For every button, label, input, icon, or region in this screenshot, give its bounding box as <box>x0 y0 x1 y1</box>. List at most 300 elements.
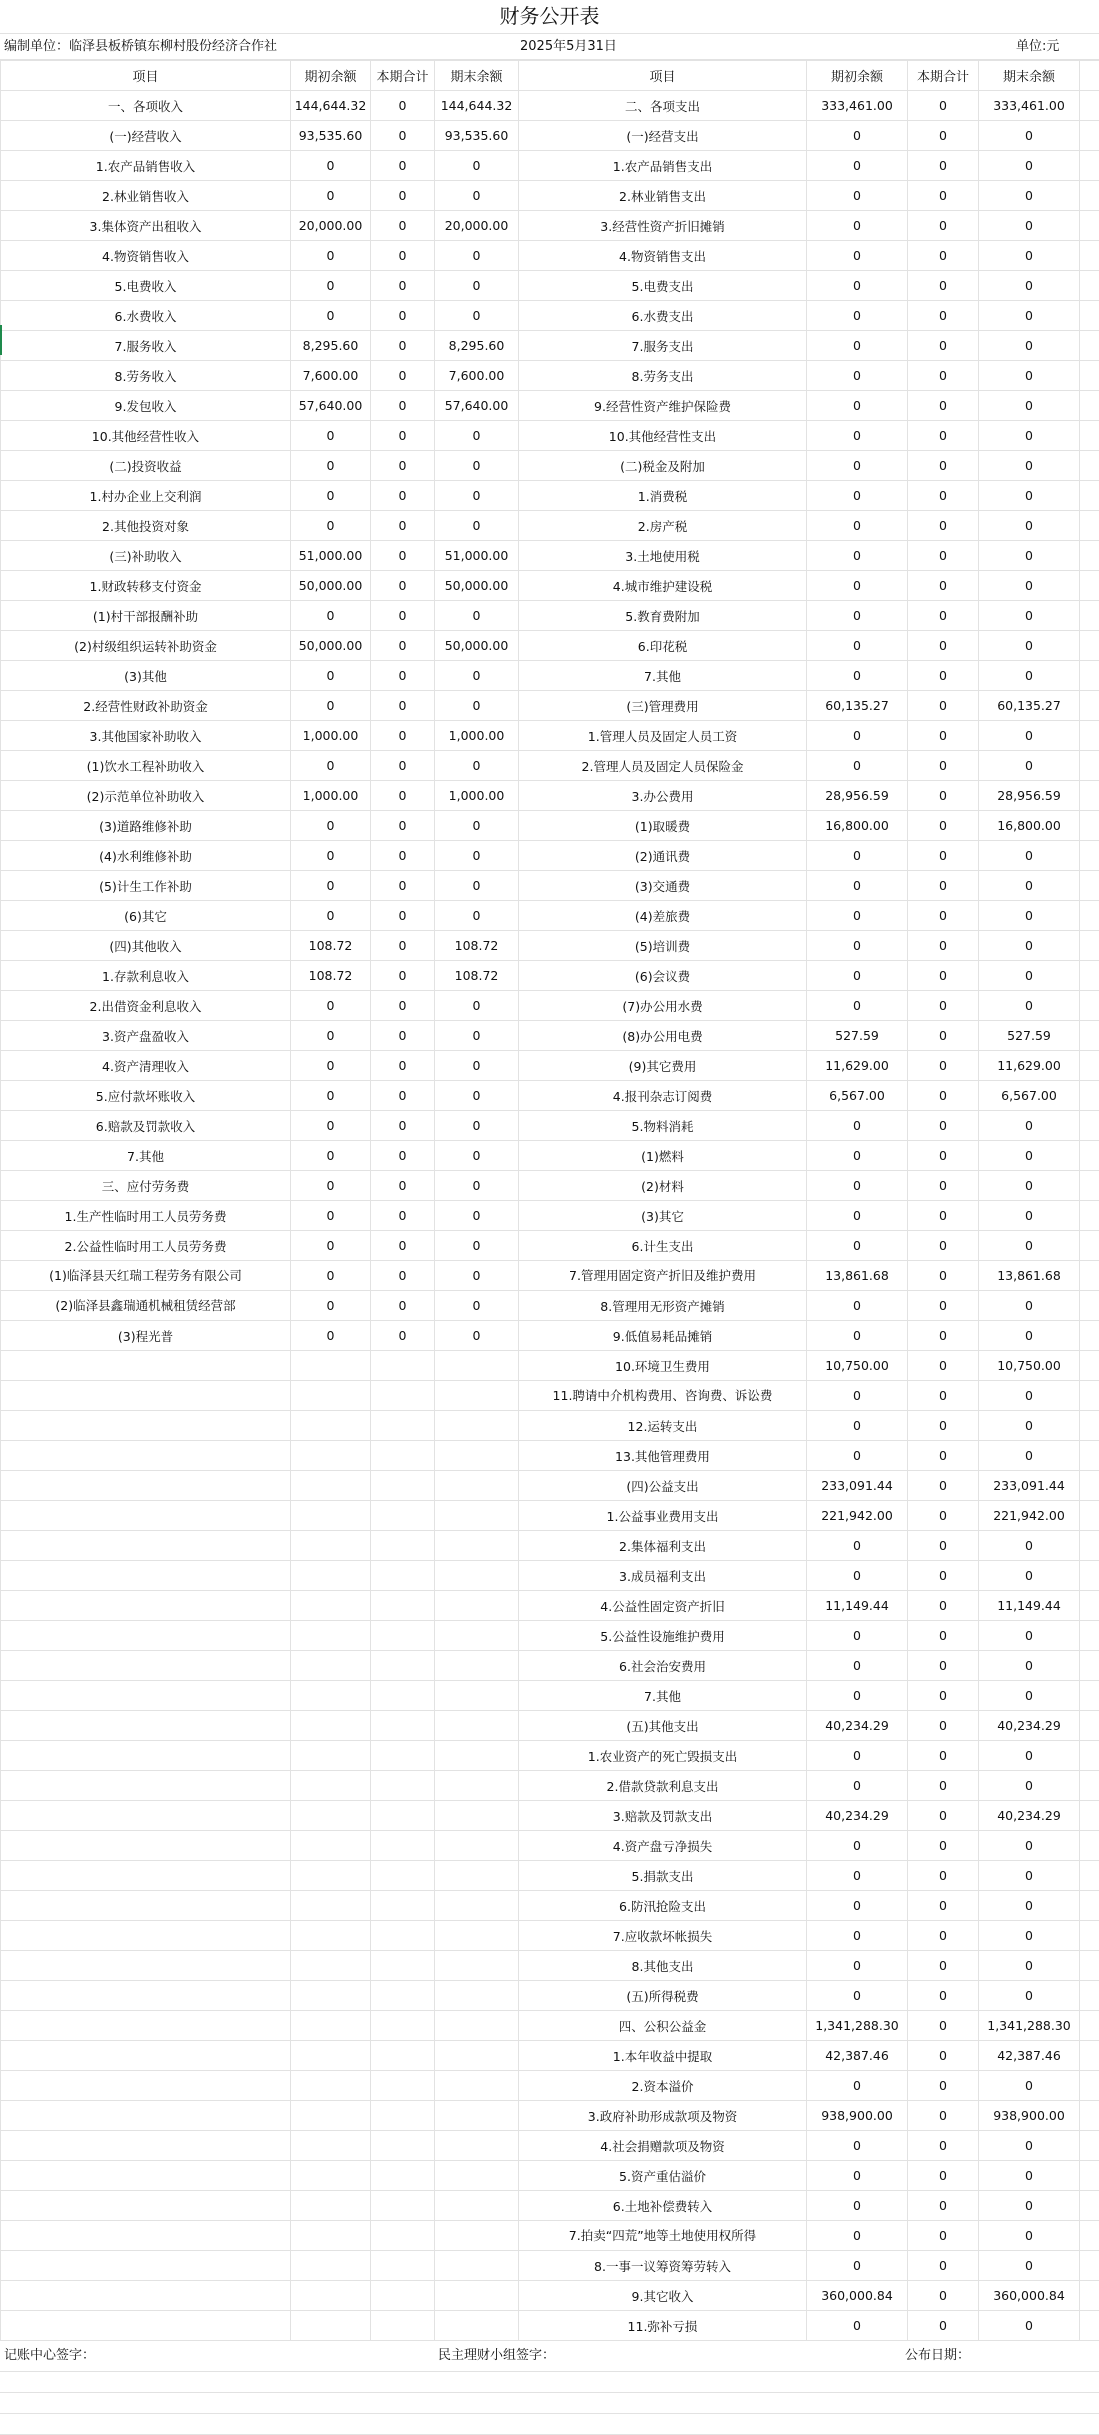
value-cell: 0 <box>979 751 1080 781</box>
value-cell <box>291 1981 371 2011</box>
value-cell: 0 <box>908 181 979 211</box>
value-cell: 360,000.84 <box>979 2281 1080 2311</box>
value-cell: 0 <box>807 721 908 751</box>
value-cell: 0 <box>291 871 371 901</box>
table-row <box>1 871 1099 901</box>
table-row <box>1 1861 1099 1891</box>
item-label: (1)临泽县天红瑞工程劳务有限公司 <box>1 1261 291 1291</box>
spacer-cell <box>1080 391 1099 421</box>
item-label: 10.环境卫生费用 <box>519 1351 807 1381</box>
table-row <box>1 1561 1099 1591</box>
value-cell <box>371 1381 435 1411</box>
value-cell <box>291 1801 371 1831</box>
table-row <box>1 181 1099 211</box>
value-cell: 0 <box>291 1201 371 1231</box>
item-label: 7.其他 <box>519 661 807 691</box>
spacer-cell <box>1080 301 1099 331</box>
spacer-cell <box>1080 2041 1099 2071</box>
value-cell: 40,234.29 <box>979 1801 1080 1831</box>
value-cell <box>371 2161 435 2191</box>
value-cell: 0 <box>908 2251 979 2281</box>
value-cell: 0 <box>908 2011 979 2041</box>
value-cell: 0 <box>807 931 908 961</box>
value-cell: 0 <box>291 1081 371 1111</box>
spacer-cell <box>1080 1141 1099 1171</box>
value-cell: 0 <box>979 1681 1080 1711</box>
spacer-cell <box>1080 481 1099 511</box>
table-row <box>1 1441 1099 1471</box>
value-cell: 0 <box>908 331 979 361</box>
table-row <box>1 1381 1099 1411</box>
value-cell: 0 <box>908 991 979 1021</box>
table-row <box>1 511 1099 541</box>
value-cell: 221,942.00 <box>807 1501 908 1531</box>
value-cell: 0 <box>908 1651 979 1681</box>
value-cell: 0 <box>371 601 435 631</box>
item-label: (二)投资收益 <box>1 451 291 481</box>
table-row <box>1 2161 1099 2191</box>
value-cell <box>435 2101 519 2131</box>
value-cell: 0 <box>807 361 908 391</box>
table-row <box>1 2011 1099 2041</box>
item-label: 1.本年收益中提取 <box>519 2041 807 2071</box>
item-label: 2.林业销售支出 <box>519 181 807 211</box>
value-cell: 0 <box>979 1771 1080 1801</box>
spacer-cell <box>1080 781 1099 811</box>
value-cell: 527.59 <box>979 1021 1080 1051</box>
empty-row <box>0 2372 1099 2393</box>
value-cell: 0 <box>979 1291 1080 1321</box>
item-label: (6)会议费 <box>519 961 807 991</box>
value-cell: 0 <box>371 421 435 451</box>
value-cell: 0 <box>908 1321 979 1351</box>
report-date: 2025年5月31日 <box>520 34 617 59</box>
value-cell: 0 <box>979 331 1080 361</box>
table-row <box>1 121 1099 151</box>
item-label: 4.社会捐赠款项及物资 <box>519 2131 807 2161</box>
value-cell: 0 <box>371 361 435 391</box>
item-label <box>1 1711 291 1741</box>
table-row <box>1 841 1099 871</box>
value-cell <box>371 1411 435 1441</box>
spacer-cell <box>1080 1351 1099 1381</box>
item-label <box>1 1801 291 1831</box>
value-cell: 0 <box>291 151 371 181</box>
table-row <box>1 1321 1099 1351</box>
value-cell: 0 <box>908 121 979 151</box>
value-cell: 0 <box>807 1621 908 1651</box>
item-label: 9.发包收入 <box>1 391 291 421</box>
spacer-cell <box>1080 1231 1099 1261</box>
value-cell: 0 <box>371 241 435 271</box>
accounting-signature: 记账中心签字： <box>4 2341 95 2371</box>
value-cell: 50,000.00 <box>291 571 371 601</box>
value-cell: 0 <box>435 451 519 481</box>
spacer-cell <box>1080 331 1099 361</box>
value-cell: 0 <box>979 1981 1080 2011</box>
table-row <box>1 1141 1099 1171</box>
item-label: (6)其它 <box>1 901 291 931</box>
table-row <box>1 781 1099 811</box>
value-cell: 0 <box>291 841 371 871</box>
spacer-cell <box>1080 511 1099 541</box>
value-cell: 0 <box>807 601 908 631</box>
header-cell: 期末余额 <box>979 61 1080 91</box>
item-label: (1)村干部报酬补助 <box>1 601 291 631</box>
value-cell: 0 <box>807 121 908 151</box>
value-cell <box>371 1471 435 1501</box>
value-cell: 0 <box>908 1081 979 1111</box>
item-label: 1.农产品销售收入 <box>1 151 291 181</box>
table-row <box>1 211 1099 241</box>
value-cell: 0 <box>291 751 371 781</box>
item-label: 10.其他经营性收入 <box>1 421 291 451</box>
value-cell: 0 <box>435 1111 519 1141</box>
publish-date: 公布日期： <box>905 2341 970 2371</box>
value-cell <box>291 1561 371 1591</box>
value-cell: 0 <box>371 631 435 661</box>
value-cell: 0 <box>979 841 1080 871</box>
value-cell: 0 <box>908 1921 979 1951</box>
spacer-cell <box>1080 991 1099 1021</box>
item-label: (五)其他支出 <box>519 1711 807 1741</box>
table-row <box>1 361 1099 391</box>
table-row <box>1 991 1099 1021</box>
value-cell: 0 <box>291 271 371 301</box>
value-cell: 0 <box>908 2281 979 2311</box>
value-cell: 0 <box>908 721 979 751</box>
value-cell: 0 <box>908 1351 979 1381</box>
value-cell: 0 <box>807 871 908 901</box>
value-cell: 50,000.00 <box>435 571 519 601</box>
table-row <box>1 1651 1099 1681</box>
value-cell: 0 <box>908 1621 979 1651</box>
value-cell: 0 <box>371 301 435 331</box>
value-cell: 0 <box>908 1111 979 1141</box>
currency-unit: 单位:元 <box>1016 34 1059 59</box>
value-cell: 144,644.32 <box>435 91 519 121</box>
value-cell: 0 <box>979 271 1080 301</box>
item-label: 13.其他管理费用 <box>519 1441 807 1471</box>
table-row <box>1 2041 1099 2071</box>
value-cell: 0 <box>371 661 435 691</box>
item-label: 4.报刊杂志订阅费 <box>519 1081 807 1111</box>
value-cell <box>435 1951 519 1981</box>
value-cell: 1,341,288.30 <box>979 2011 1080 2041</box>
value-cell <box>435 2071 519 2101</box>
value-cell: 0 <box>291 601 371 631</box>
value-cell: 0 <box>908 1201 979 1231</box>
spacer-cell <box>1080 1891 1099 1921</box>
value-cell: 1,000.00 <box>291 721 371 751</box>
table-row <box>1 1831 1099 1861</box>
spacer-cell <box>1080 1951 1099 1981</box>
value-cell: 20,000.00 <box>291 211 371 241</box>
item-label: 2.出借资金利息收入 <box>1 991 291 1021</box>
value-cell: 0 <box>435 1231 519 1261</box>
table-row <box>1 1201 1099 1231</box>
table-row <box>1 1411 1099 1441</box>
value-cell: 0 <box>371 541 435 571</box>
value-cell: 0 <box>291 1231 371 1261</box>
value-cell: 0 <box>435 1261 519 1291</box>
empty-row <box>0 2414 1099 2435</box>
value-cell: 0 <box>979 631 1080 661</box>
spacer-cell <box>1080 151 1099 181</box>
value-cell: 0 <box>807 1441 908 1471</box>
item-label: 1.消费税 <box>519 481 807 511</box>
value-cell: 6,567.00 <box>807 1081 908 1111</box>
value-cell: 0 <box>807 1411 908 1441</box>
value-cell: 0 <box>908 211 979 241</box>
value-cell: 0 <box>908 481 979 511</box>
value-cell <box>435 2131 519 2161</box>
value-cell: 0 <box>371 871 435 901</box>
value-cell: 0 <box>435 1171 519 1201</box>
spacer-cell <box>1080 631 1099 661</box>
value-cell: 0 <box>291 1291 371 1321</box>
table-row <box>1 2311 1099 2341</box>
value-cell: 0 <box>807 1951 908 1981</box>
value-cell: 0 <box>908 961 979 991</box>
sheet-title: 财务公开表 <box>0 0 1099 34</box>
value-cell: 0 <box>979 211 1080 241</box>
value-cell: 0 <box>291 1321 371 1351</box>
value-cell: 57,640.00 <box>291 391 371 421</box>
item-label: 10.其他经营性支出 <box>519 421 807 451</box>
value-cell: 0 <box>807 1291 908 1321</box>
value-cell: 0 <box>435 301 519 331</box>
value-cell <box>371 1801 435 1831</box>
value-cell: 0 <box>435 1141 519 1171</box>
value-cell: 0 <box>291 421 371 451</box>
value-cell: 42,387.46 <box>979 2041 1080 2071</box>
value-cell <box>291 2221 371 2251</box>
table-row <box>1 961 1099 991</box>
value-cell: 0 <box>979 991 1080 1021</box>
value-cell <box>371 1921 435 1951</box>
item-label: (三)补助收入 <box>1 541 291 571</box>
value-cell <box>291 2041 371 2071</box>
item-label: (7)办公用水费 <box>519 991 807 1021</box>
item-label: (3)交通费 <box>519 871 807 901</box>
value-cell: 0 <box>291 691 371 721</box>
value-cell: 0 <box>807 181 908 211</box>
item-label: 1.农业资产的死亡毁损支出 <box>519 1741 807 1771</box>
value-cell: 0 <box>807 841 908 871</box>
item-label: 8.一事一议筹资筹劳转入 <box>519 2251 807 2281</box>
value-cell: 0 <box>908 1951 979 1981</box>
value-cell <box>291 1621 371 1651</box>
value-cell: 0 <box>908 1141 979 1171</box>
value-cell: 0 <box>435 271 519 301</box>
item-label: 5.捐款支出 <box>519 1861 807 1891</box>
value-cell <box>371 2011 435 2041</box>
item-label <box>1 1981 291 2011</box>
value-cell <box>291 1651 371 1681</box>
value-cell: 0 <box>291 1171 371 1201</box>
item-label: (2)通讯费 <box>519 841 807 871</box>
item-label: (4)差旅费 <box>519 901 807 931</box>
value-cell: 0 <box>979 301 1080 331</box>
spacer-cell <box>1080 1981 1099 2011</box>
value-cell: 0 <box>908 241 979 271</box>
item-label: 3.政府补助形成款项及物资 <box>519 2101 807 2131</box>
value-cell: 0 <box>435 481 519 511</box>
value-cell: 93,535.60 <box>435 121 519 151</box>
item-label <box>1 1561 291 1591</box>
value-cell: 0 <box>908 571 979 601</box>
item-label: 2.资本溢价 <box>519 2071 807 2101</box>
value-cell <box>371 1981 435 2011</box>
value-cell: 0 <box>908 1861 979 1891</box>
value-cell: 0 <box>371 1261 435 1291</box>
item-label <box>1 2191 291 2221</box>
table-row <box>1 241 1099 271</box>
item-label <box>1 1831 291 1861</box>
value-cell: 0 <box>979 2221 1080 2251</box>
value-cell: 11,629.00 <box>807 1051 908 1081</box>
item-label <box>1 1411 291 1441</box>
value-cell: 221,942.00 <box>979 1501 1080 1531</box>
item-label: (3)其它 <box>519 1201 807 1231</box>
value-cell: 0 <box>979 361 1080 391</box>
item-label: 5.物料消耗 <box>519 1111 807 1141</box>
item-label: 4.城市维护建设税 <box>519 571 807 601</box>
table-row <box>1 451 1099 481</box>
value-cell: 0 <box>371 511 435 541</box>
value-cell: 0 <box>807 571 908 601</box>
value-cell: 0 <box>371 1141 435 1171</box>
value-cell: 0 <box>908 1801 979 1831</box>
value-cell: 0 <box>371 901 435 931</box>
value-cell: 0 <box>435 421 519 451</box>
spacer-cell <box>1080 1291 1099 1321</box>
value-cell <box>371 1711 435 1741</box>
table-row <box>1 2221 1099 2251</box>
table-row <box>1 2251 1099 2281</box>
item-label <box>1 1651 291 1681</box>
value-cell: 0 <box>435 241 519 271</box>
table-row <box>1 481 1099 511</box>
value-cell: 0 <box>371 1291 435 1321</box>
value-cell: 0 <box>807 541 908 571</box>
value-cell <box>435 1771 519 1801</box>
table-row <box>1 931 1099 961</box>
spacer-cell <box>1080 1471 1099 1501</box>
value-cell <box>371 2131 435 2161</box>
spacer-cell <box>1080 2191 1099 2221</box>
value-cell: 10,750.00 <box>979 1351 1080 1381</box>
item-label: (4)水利维修补助 <box>1 841 291 871</box>
spacer-cell <box>1080 421 1099 451</box>
spacer-cell <box>1080 1831 1099 1861</box>
value-cell: 0 <box>807 391 908 421</box>
value-cell <box>435 1441 519 1471</box>
value-cell: 0 <box>807 241 908 271</box>
item-label: 11.聘请中介机构费用、咨询费、诉讼费 <box>519 1381 807 1411</box>
value-cell <box>291 2131 371 2161</box>
spacer-cell <box>1080 1861 1099 1891</box>
value-cell: 0 <box>807 481 908 511</box>
value-cell: 11,629.00 <box>979 1051 1080 1081</box>
value-cell: 0 <box>371 451 435 481</box>
value-cell <box>435 1351 519 1381</box>
value-cell: 0 <box>435 1021 519 1051</box>
spacer-cell <box>1080 841 1099 871</box>
value-cell: 0 <box>979 1741 1080 1771</box>
value-cell: 0 <box>371 1171 435 1201</box>
value-cell: 0 <box>979 1921 1080 1951</box>
value-cell: 28,956.59 <box>979 781 1080 811</box>
spacer-cell <box>1080 1651 1099 1681</box>
value-cell: 0 <box>371 1201 435 1231</box>
value-cell: 60,135.27 <box>979 691 1080 721</box>
item-label: (二)税金及附加 <box>519 451 807 481</box>
item-label: 9.低值易耗品摊销 <box>519 1321 807 1351</box>
value-cell: 0 <box>908 691 979 721</box>
value-cell: 0 <box>291 181 371 211</box>
value-cell: 40,234.29 <box>979 1711 1080 1741</box>
value-cell: 0 <box>371 931 435 961</box>
spacer-cell <box>1080 2011 1099 2041</box>
item-label: 5.电费收入 <box>1 271 291 301</box>
item-label: 2.林业销售收入 <box>1 181 291 211</box>
item-label: 6.土地补偿费转入 <box>519 2191 807 2221</box>
spacer-cell <box>1080 2131 1099 2161</box>
item-label: 9.经营性资产维护保险费 <box>519 391 807 421</box>
value-cell: 0 <box>908 2131 979 2161</box>
value-cell: 144,644.32 <box>291 91 371 121</box>
value-cell: 0 <box>908 1831 979 1861</box>
value-cell <box>291 1831 371 1861</box>
table-row <box>1 811 1099 841</box>
item-label: (一)经营支出 <box>519 121 807 151</box>
item-label: 8.管理用无形资产摊销 <box>519 1291 807 1321</box>
value-cell <box>371 1741 435 1771</box>
value-cell <box>435 2221 519 2251</box>
value-cell <box>435 1921 519 1951</box>
value-cell: 0 <box>979 571 1080 601</box>
spacer-cell <box>1080 2311 1099 2341</box>
value-cell: 0 <box>371 181 435 211</box>
item-label: (一)经营收入 <box>1 121 291 151</box>
value-cell: 0 <box>435 841 519 871</box>
header-cell: 本期合计 <box>371 61 435 91</box>
value-cell <box>371 1771 435 1801</box>
item-label: 二、各项支出 <box>519 91 807 121</box>
spacer-cell <box>1080 1081 1099 1111</box>
value-cell: 0 <box>291 481 371 511</box>
value-cell: 0 <box>435 1201 519 1231</box>
value-cell <box>291 1411 371 1441</box>
value-cell: 0 <box>908 1261 979 1291</box>
value-cell: 333,461.00 <box>807 91 908 121</box>
value-cell: 0 <box>807 511 908 541</box>
table-row <box>1 1621 1099 1651</box>
value-cell: 0 <box>435 1321 519 1351</box>
value-cell <box>371 2101 435 2131</box>
item-label: 7.拍卖“四荒”地等土地使用权所得 <box>519 2221 807 2251</box>
value-cell: 0 <box>371 331 435 361</box>
value-cell: 20,000.00 <box>435 211 519 241</box>
value-cell <box>435 1861 519 1891</box>
item-label <box>1 1861 291 1891</box>
value-cell: 0 <box>435 601 519 631</box>
value-cell: 0 <box>908 361 979 391</box>
value-cell: 28,956.59 <box>807 781 908 811</box>
value-cell: 0 <box>807 211 908 241</box>
